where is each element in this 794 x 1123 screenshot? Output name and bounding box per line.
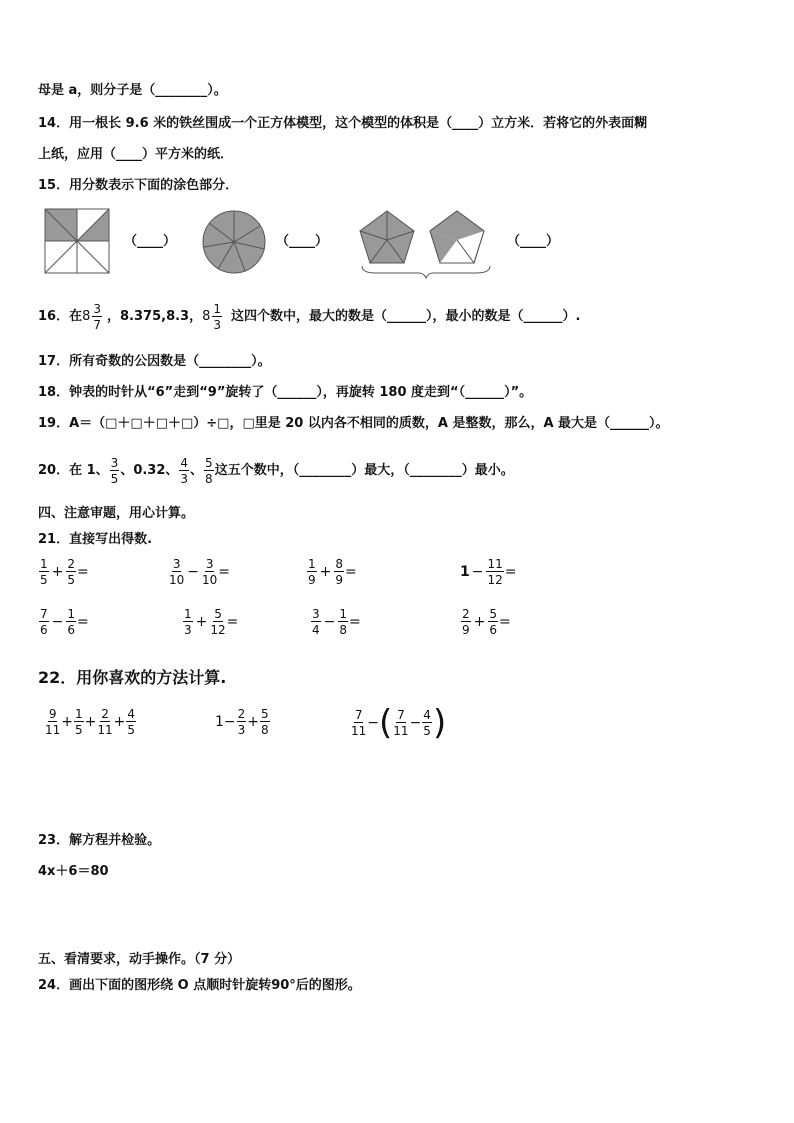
frac-den: 9 [308, 573, 316, 587]
pentagons-shaded-figure [356, 208, 496, 280]
operator: + [84, 714, 97, 730]
q17: 17．所有奇数的公因数是（________）。 [38, 354, 271, 369]
frac-num: 3 [110, 456, 119, 470]
equals: = [499, 614, 511, 630]
frac-num: 7 [354, 708, 363, 722]
q23-text: 23．解方程并检验。 [38, 833, 161, 848]
q20-suffix: 这五个数中，（________）最大，（________）最小。 [214, 463, 514, 478]
q21-expr-8 [460, 608, 511, 636]
frac-num: 2 [67, 557, 76, 571]
q16-prefix: 16．在 [38, 309, 83, 324]
q24-text: 24．画出下面的图形绕 O 点顺时针旋转90°后的图形。 [38, 978, 361, 993]
frac-num: 4 [180, 456, 189, 470]
frac-den: 6 [40, 623, 48, 637]
frac-num: 8 [335, 557, 344, 571]
frac-den: 10 [202, 573, 218, 587]
frac-den: 3 [180, 472, 189, 486]
right-paren: ) [432, 703, 447, 743]
equals: = [504, 564, 517, 580]
frac-den: 12 [487, 573, 503, 587]
q21-expr-1 [38, 558, 89, 586]
square-shaded-figure [44, 208, 110, 274]
equals: = [218, 564, 231, 580]
q21-expr-7 [310, 608, 361, 636]
whole-number: 1 [215, 714, 224, 730]
operator: + [473, 614, 486, 630]
whole-number: 1 [460, 564, 470, 580]
q22-expr-3 [350, 703, 447, 743]
q22-expr-2 [215, 708, 271, 736]
operator: − [51, 614, 64, 630]
operator: + [247, 714, 260, 730]
frac-num: 3 [312, 607, 320, 621]
frac-num: 2 [462, 607, 470, 621]
frac-den: 5 [40, 573, 48, 587]
q23-equation: 4x＋6＝80 [38, 864, 109, 879]
operator: − [471, 564, 484, 580]
frac-num: 4 [127, 707, 136, 721]
operator: − [187, 564, 200, 580]
operator: − [409, 715, 422, 731]
operator: + [61, 714, 74, 730]
q22-expr-1 [44, 708, 137, 736]
q19: 19．A＝（□＋□＋□＋□）÷□，□里是 20 以内各不相同的质数，A 是整数，那么，A 最大是（______）。 [38, 416, 669, 431]
frac-den: 3 [237, 723, 246, 737]
q16-line [38, 296, 580, 338]
frac-den: 5 [110, 472, 119, 486]
frac-num: 9 [48, 707, 57, 721]
frac-den: 4 [312, 623, 320, 637]
frac-num: 5 [489, 607, 498, 621]
q13-tail: 母是 a，则分子是（________）。 [38, 83, 227, 98]
operator: + [319, 564, 332, 580]
operator: − [323, 614, 336, 630]
q20-line [38, 452, 514, 490]
equals: = [77, 564, 89, 580]
section-4-heading: 四、注意审题，用心计算。 [38, 506, 195, 521]
frac-den: 5 [127, 723, 136, 737]
frac-den: 9 [462, 623, 470, 637]
frac-num: 1 [184, 607, 192, 621]
frac-num: 1 [308, 557, 316, 571]
frac-num: 4 [423, 708, 431, 722]
frac-num: 3 [205, 557, 214, 571]
frac-den: 10 [169, 573, 185, 587]
frac-num: 3 [93, 302, 102, 316]
circle-shaded-figure [201, 209, 267, 275]
frac-den: 8 [205, 472, 213, 486]
equals: = [226, 614, 239, 630]
q15-blank-1: （____） [124, 234, 177, 249]
q20-prefix: 20．在 1、 [38, 463, 109, 478]
frac-den: 8 [339, 623, 348, 637]
q15-text: 15．用分数表示下面的涂色部分． [38, 178, 239, 193]
frac-num: 1 [339, 607, 348, 621]
frac-den: 3 [184, 623, 192, 637]
frac-den: 11 [45, 723, 61, 737]
frac-num: 5 [214, 607, 222, 621]
equals: = [345, 564, 357, 580]
frac-num: 1 [213, 302, 222, 316]
operator: − [367, 715, 380, 731]
q14-line2: 上纸，应用（____）平方米的纸． [38, 147, 234, 162]
frac-den: 9 [335, 573, 344, 587]
q21-expr-4 [460, 558, 517, 586]
frac-den: 6 [489, 623, 498, 637]
q21-expr-3 [306, 558, 357, 586]
frac-den: 6 [67, 623, 76, 637]
q16-middle: ，8.375,8.3， [107, 309, 203, 324]
frac-num: 1 [40, 557, 48, 571]
mixed-whole: 8 [82, 309, 91, 324]
frac-den: 8 [261, 723, 269, 737]
equals: = [349, 614, 361, 630]
frac-num: 7 [397, 708, 405, 722]
operator: − [223, 714, 236, 730]
frac-num: 2 [237, 707, 246, 721]
frac-den: 5 [67, 573, 76, 587]
frac-den: 3 [213, 318, 222, 332]
frac-den: 11 [351, 724, 367, 738]
frac-den: 5 [75, 723, 83, 737]
equals: = [77, 614, 89, 630]
q21-text: 21．直接写出得数. [38, 532, 153, 547]
frac-num: 1 [67, 607, 76, 621]
left-paren: ( [379, 703, 393, 743]
q18: 18．钟表的时针从“6”走到“9”旋转了（______），再旋转 180 度走到“（______）”。 [38, 385, 533, 400]
q14-line1: 14．用一根长 9.6 米的铁丝围成一个正方体模型，这个模型的体积是（____）立方米．若将它的外表面糊 [38, 116, 648, 131]
q22-text: 22．用你喜欢的方法计算. [38, 668, 227, 687]
q21-expr-5 [38, 608, 89, 636]
frac-num: 7 [40, 607, 48, 621]
section-5-heading: 五、看清要求，动手操作。（7 分） [38, 952, 241, 967]
frac-num: 11 [487, 557, 503, 571]
frac-num: 3 [172, 557, 181, 571]
frac-den: 12 [210, 623, 226, 637]
q16-mixed-2 [202, 303, 223, 331]
q16-mixed-1 [82, 303, 103, 331]
q20-sep2: 、 [190, 463, 204, 478]
q21-expr-6 [182, 608, 238, 636]
operator: + [113, 714, 126, 730]
q16-suffix: 这四个数中，最大的数是（______），最小的数是（______）. [231, 309, 581, 324]
q15-blank-2: （____） [276, 234, 329, 249]
q15-blank-3: （____） [507, 234, 560, 249]
q21-expr-2 [168, 558, 230, 586]
frac-den: 7 [93, 318, 102, 332]
q20-sep1: 、0.32、 [120, 463, 179, 478]
mixed-whole: 8 [202, 309, 211, 324]
operator: + [51, 564, 64, 580]
operator: + [195, 614, 208, 630]
frac-num: 2 [101, 707, 109, 721]
frac-num: 5 [261, 707, 269, 721]
frac-den: 11 [393, 724, 409, 738]
frac-den: 5 [423, 724, 431, 738]
frac-den: 11 [97, 723, 113, 737]
frac-num: 1 [75, 707, 83, 721]
frac-num: 5 [205, 456, 213, 470]
